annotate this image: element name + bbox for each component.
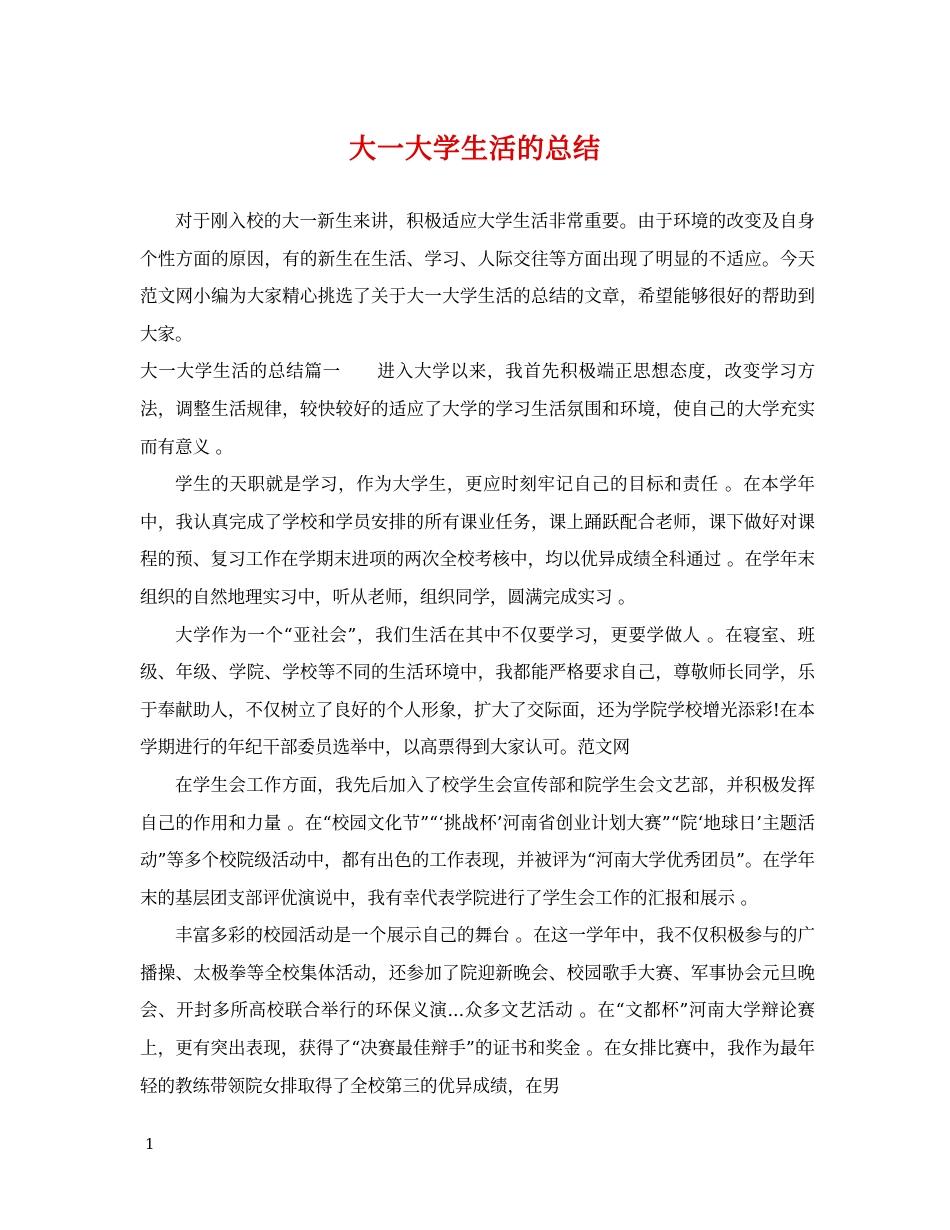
- paragraph-intro: 对于刚入校的大一新生来讲，积极适应大学生活非常重要。由于环境的改变及自身个性方面的原因，有的新生在生活、学习、人际交往等方面出现了明显的不适应。今天范文网小编为大家精心挑选了关于大一大学生活的总结的文章，希望能够很好的帮助到大家。: [140, 212, 815, 345]
- paragraph-society: 大学作为一个“亚社会”，我们生活在其中不仅要学习，更要学做人 。在寝室、班级、年级、学院、学校等不同的生活环境中，我都能严格要求自己，尊敬师长同学，乐于奉献助人，不仅树立了良好的个人形象，扩大了交际面，还为学院学校增光添彩!在本学期进行的年纪干部委员选举中，以高票得到大家认可。范文网: [140, 625, 815, 759]
- document-title: 大一大学生活的总结: [349, 134, 601, 165]
- paragraph-section-one: 大一大学生活的总结篇一 进入大学以来，我首先积极端正思想态度，改变学习方法，调整生活规律，较快较好的适应了大学的学习生活氛围和环境，使自己的大学充实而有意义 。: [140, 362, 815, 458]
- paragraph-student-union: 在学生会工作方面，我先后加入了校学生会宣传部和院学生会文艺部，并积极发挥自己的作用和力量 。在“校园文化节”“‘挑战杯’河南省创业计划大赛”“院‘地球日’主题活动”等多个校院级活动中，都有出色的工作表现，并被评为“河南大学优秀团员”。在学年末的基层团支部评优演说中，我有幸代表学院进行了学生会工作的汇报和展示 。: [140, 775, 815, 909]
- document-body: [140, 204, 815, 1106]
- page-number: 1: [145, 1135, 155, 1153]
- paragraph-study: 学生的天职就是学习，作为大学生，更应时刻牢记自己的目标和责任 。在本学年中，我认真完成了学校和学员安排的所有课业任务，课上踊跃配合老师，课下做好对课程的预、复习工作在学期末进项的两次全校考核中，均以优异成绩全科通过 。在学年末组织的自然地理实习中，听从老师，组织同学，圆满完成实习 。: [140, 475, 815, 608]
- paragraph-activities: 丰富多彩的校园活动是一个展示自己的舞台 。在这一学年中，我不仅积极参与的广播操、太极拳等全校集体活动，还参加了院迎新晚会、校园歌手大赛、军事协会元旦晚会、开封多所高校联合举行的环保义演...众多文艺活动 。在“文都杯”河南大学辩论赛上，更有突出表现，获得了“决赛最佳辩手”的证书和奖金 。在女排比赛中，我作为最年轻的教练带领院女排取得了全校第三的优异成绩，在男: [140, 926, 815, 1097]
